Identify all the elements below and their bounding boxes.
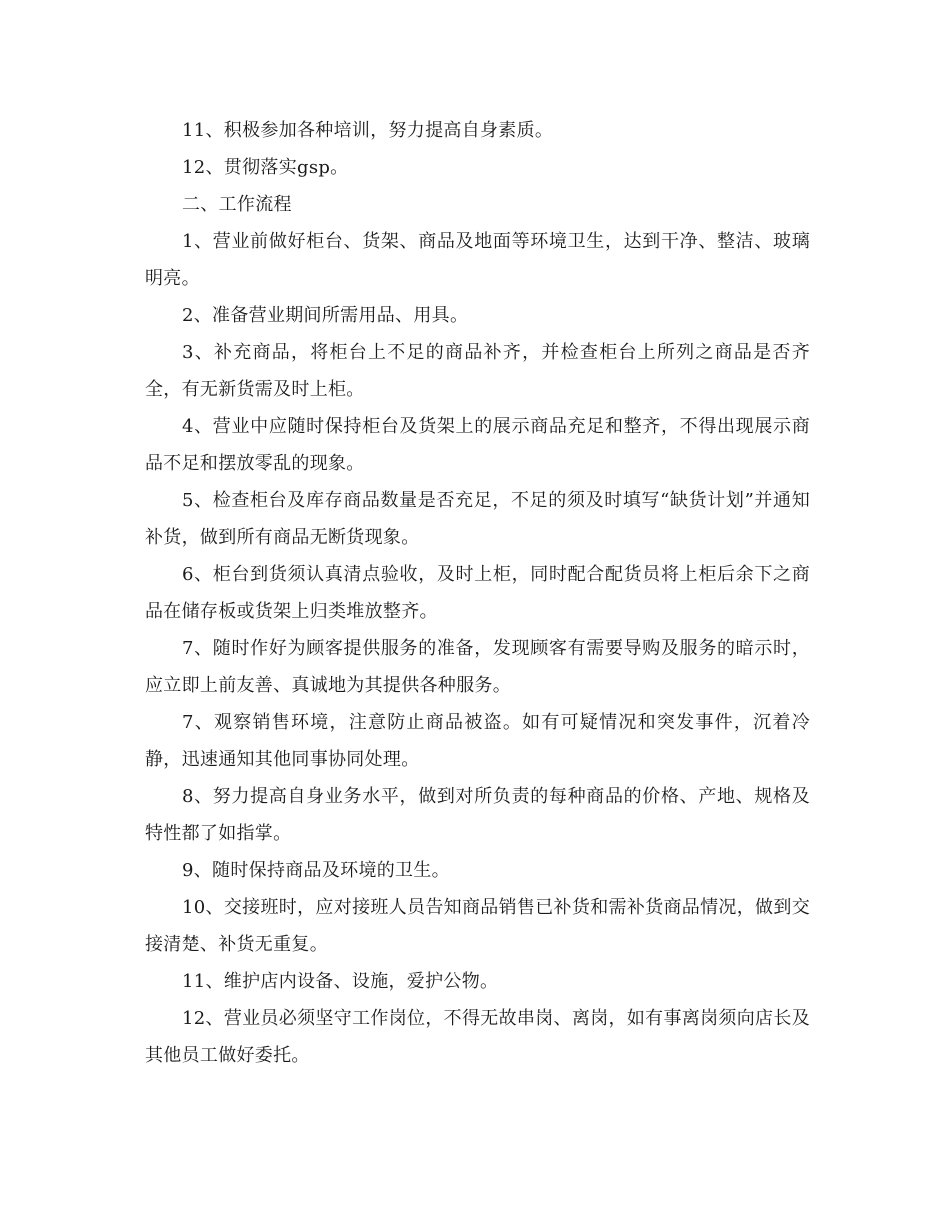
paragraph-10-handover: 10、交接班时，应对接班人员告知商品销售已补货和需补货商品情况，做到交接清楚、补货无重复。: [145, 897, 810, 955]
paragraph-12-gsp: 12、贯彻落实gsp。: [182, 157, 349, 178]
paragraph-1-cleaning: 1、营业前做好柜台、货架、商品及地面等环境卫生，达到干净、整洁、玻璃明亮。: [145, 231, 810, 289]
paragraph-4-display: 4、营业中应随时保持柜台及货架上的展示商品充足和整齐，不得出现展示商品不足和摆放零乱的现象。: [145, 416, 810, 474]
document-body: [145, 112, 810, 1074]
paragraph-2-supplies: 2、准备营业期间所需用品、用具。: [182, 305, 469, 326]
paragraph-8-knowledge: 8、努力提高自身业务水平，做到对所负责的每种商品的价格、产地、规格及特性都了如指掌。: [145, 786, 810, 844]
paragraph-5-inventory: 5、检查柜台及库存商品数量是否充足，不足的须及时填写“缺货计划”并通知补货，做到所有商品无断货现象。: [145, 490, 810, 548]
paragraph-12-post: 12、营业员必须坚守工作岗位，不得无故串岗、离岗，如有事离岗须向店长及其他员工做好委托。: [145, 1008, 810, 1066]
paragraph-11-training: 11、积极参加各种培训，努力提高自身素质。: [182, 120, 554, 141]
paragraph-7-security: 7、观察销售环境，注意防止商品被盗。如有可疑情况和突发事件，沉着冷静，迅速通知其他同事协同处理。: [145, 712, 810, 770]
section-heading-workflow: 二、工作流程: [182, 194, 292, 215]
paragraph-9-hygiene: 9、随时保持商品及环境的卫生。: [182, 860, 450, 881]
paragraph-6-receiving: 6、柜台到货须认真清点验收，及时上柜，同时配合配货员将上柜后余下之商品在储存板或货架上归类堆放整齐。: [145, 564, 810, 622]
paragraph-7-service: 7、随时作好为顾客提供服务的准备，发现顾客有需要导购及服务的暗示时，应立即上前友善、真诚地为其提供各种服务。: [145, 638, 810, 696]
paragraph-11-equipment: 11、维护店内设备、设施，爱护公物。: [182, 971, 499, 992]
paragraph-3-restock: 3、补充商品，将柜台上不足的商品补齐，并检查柜台上所列之商品是否齐全，有无新货需及时上柜。: [145, 342, 810, 400]
